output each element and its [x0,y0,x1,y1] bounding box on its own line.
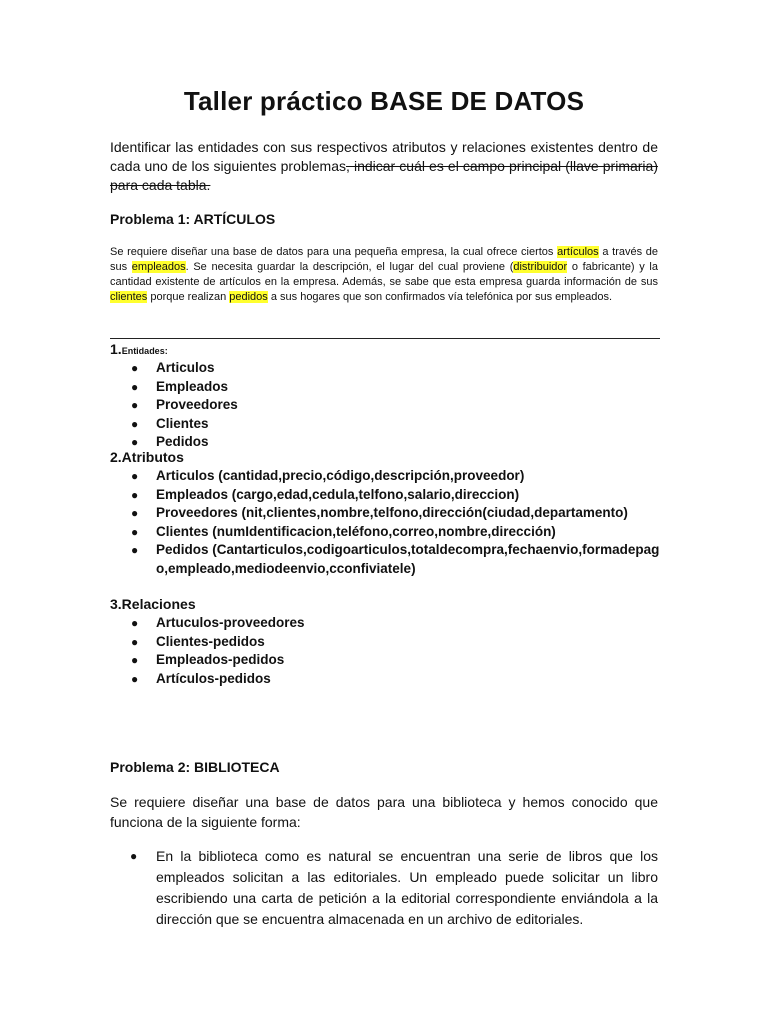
entidades-number: 1. [110,341,122,357]
list-item [110,378,670,397]
list-item [110,541,666,578]
problema-2-bullet-item [110,846,658,930]
bullet-icon: ● [131,524,139,539]
list-item [110,633,670,652]
atributos-heading: 2.Atributos [110,449,184,465]
highlight-distribuidor: distribuidor [513,261,568,273]
desc-text: porque realizan [147,291,230,303]
list-item [110,467,670,486]
bullet-icon: ● [131,416,139,431]
entidades-list [110,359,670,452]
list-item [110,396,670,415]
bullet-icon: ● [131,435,139,449]
page-title: Taller práctico BASE DE DATOS [183,86,585,116]
entidades-label: Entidades: [121,346,168,356]
bullet-icon: ● [131,398,139,412]
desc-text: Se requiere diseñar una base de datos para una pequeña empresa, la cual ofrece ciertos [110,246,558,258]
problema-1-heading: Problema 1: ARTÍCULOS [110,211,276,227]
list-item-text: Articulos (cantidad,precio,código,descripción,proveedor) [156,468,525,483]
bullet-icon: ● [131,361,139,375]
list-item-text: En la biblioteca como es natural se encuentran una serie de libros que los empleados solicitan a las editoriales. Un empleado puede solicitar un libro escribiendo una carta de petición a la editorial correspondiente enviándola a la dirección que se encuentra almacenada en un archivo de editoriales. [156,848,658,927]
desc-text: . Se necesita guardar la descripción, el lugar del cual proviene ( [185,261,514,273]
intro-paragraph [110,138,658,195]
problema-1-description [110,245,658,305]
desc-text: o fabricante) y la cantidad existente de artículos en la empresa. Además, se sabe que esta empresa guarda información de sus [110,261,658,288]
atributos-section [110,448,670,578]
problema-2-heading: Problema 2: BIBLIOTECA [110,759,280,775]
desc-text: a través de sus [110,246,658,273]
bullet-icon: ● [131,469,139,483]
bullet-icon: ● [131,487,139,502]
list-item [110,504,670,523]
bullet-icon: ● [131,653,139,667]
list-item [110,523,670,542]
list-item [110,486,670,505]
list-item-text: Clientes (numIdentificacion,teléfono,correo,nombre,dirección) [156,523,556,539]
highlight-articulos: artículos [557,246,599,258]
list-item [110,651,670,670]
bullet-icon: ● [130,849,138,863]
relaciones-heading: 3.Relaciones [110,596,196,612]
atributos-list [110,467,670,578]
relaciones-list [110,614,670,688]
bullet-icon: ● [131,543,139,557]
list-item-text: Artículos-pedidos [156,670,271,686]
bullet-icon: ● [131,634,139,649]
list-item [110,415,670,434]
list-item-text: Pedidos (Cantarticulos,codigoarticulos,totaldecompra,fechaenvio,formadepago,empleado,mediodeenvio,cconfiviatele) [156,542,660,576]
intro-text: Identificar las entidades con sus respectivos atributos y relaciones existentes dentro de cada uno de los siguientes problemas [110,139,658,174]
list-item-text: Empleados-pedidos [156,652,285,667]
list-item-text: Articulos [156,360,215,375]
list-item-text: Empleados (cargo,edad,cedula,telfono,salario,direccion) [156,486,520,502]
bullet-icon: ● [131,506,139,520]
bullet-icon: ● [131,616,139,630]
list-item-text: Pedidos [156,434,209,449]
problema-2-description: Se requiere diseñar una base de datos para una biblioteca y hemos conocido que funciona de la siguiente forma: [110,794,658,830]
relaciones-section [110,595,670,688]
bullet-icon: ● [131,671,139,686]
list-item-text: Proveedores [156,397,238,412]
list-item-text: Clientes-pedidos [156,633,265,649]
intro-struck-text: , indicar cuál es el campo principal (llave primaria) para cada tabla. [110,158,658,193]
highlight-pedidos: pedidos [229,291,268,303]
list-item-text: Empleados [156,378,229,394]
desc-text: a sus hogares que son confirmados vía telefónica por sus empleados. [267,291,613,303]
list-item-text: Proveedores (nit,clientes,nombre,telfono,dirección(ciudad,departamento) [156,505,628,520]
list-item [110,359,670,378]
highlight-empleados: empleados [131,261,186,273]
list-item [110,614,670,633]
entidades-section [110,340,670,452]
list-item-text: Clientes [156,415,209,431]
horizontal-rule [110,338,660,339]
list-item [110,670,670,689]
highlight-clientes: clientes [110,291,148,303]
bullet-icon: ● [131,379,139,394]
list-item-text: Artuculos-proveedores [156,615,305,630]
entidades-heading [110,340,670,359]
